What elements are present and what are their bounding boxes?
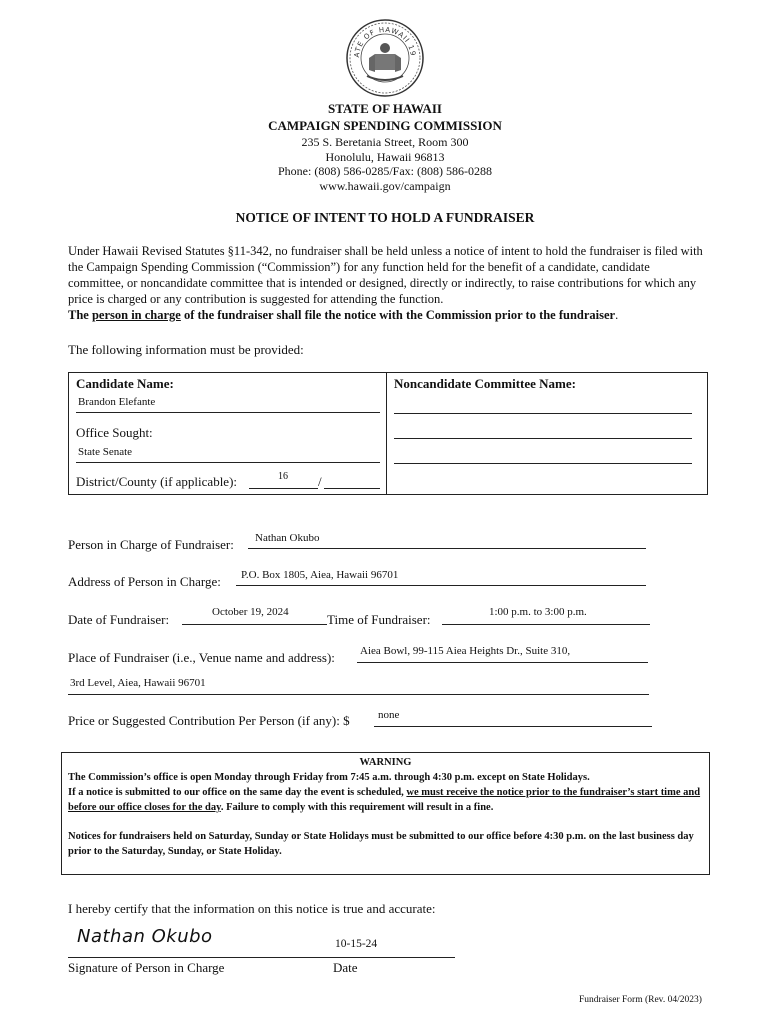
svg-text:STATE OF HAWAII 1959	[345, 18, 417, 58]
time-label: Time of Fundraiser:	[327, 612, 431, 627]
place-line-2	[68, 694, 649, 695]
candidate-name-field[interactable]: Brandon Elefante	[78, 396, 156, 408]
intro-text: Under Hawaii Revised Statutes §11-342, no fundraiser shall be held unless a notice of intent to hold the fundraiser is filed with the Campaign Spending Commission (“Commission”) for any function held for the benefit of a candidate, candidate committee, or noncandidate committee that is intended or designed, directly or indirectly, to raise contributions for which any price is charged or any contribution is suggested for attending the function.	[68, 244, 703, 306]
district-label: District/County (if applicable):	[76, 474, 238, 489]
date-label: Date of Fundraiser:	[68, 612, 170, 627]
seal-lettering: ATE OF HAWAII 19	[352, 25, 418, 58]
place-line-1	[357, 662, 648, 663]
place-field-line2[interactable]: 3rd Level, Aiea, Hawaii 96701	[70, 677, 206, 689]
person-in-charge-emphasis: person in charge	[91, 308, 181, 322]
address-line	[236, 585, 646, 586]
state-of-hawaii-seal-icon	[345, 18, 425, 98]
candidate-name-label: Candidate Name:	[76, 376, 174, 391]
person-in-charge-label: Person in Charge of Fundraiser:	[68, 537, 234, 552]
price-field[interactable]: none	[378, 709, 400, 721]
warning-title: WARNING	[359, 757, 412, 768]
sign-date-label: Date	[333, 960, 358, 975]
time-line	[442, 624, 650, 625]
office-sought-label: Office Sought:	[76, 425, 153, 440]
warning-deadline-emphasis: we must receive the notice prior to the fundraiser’s start time and before our office closes for the day	[68, 787, 701, 813]
person-in-charge-line	[248, 548, 646, 549]
district-field[interactable]: 16	[278, 471, 288, 482]
form-title: NOTICE OF INTENT TO HOLD A FUNDRAISER	[235, 210, 535, 225]
place-field-line1[interactable]: Aiea Bowl, 99-115 Aiea Heights Dr., Suite 310,	[360, 645, 571, 657]
warning-office-hours: The Commission’s office is open Monday through Friday from 7:45 a.m. through 4:30 p.m. except on State Holidays.	[68, 772, 590, 783]
address-field[interactable]: P.O. Box 1805, Aiea, Hawaii 96701	[241, 569, 399, 581]
agency-phone: Phone: (808) 586-0285/Fax: (808) 586-0288	[278, 164, 492, 178]
intro-bold-statement: The person in charge of the fundraiser shall file the notice with the Commission prior to the fundraiser	[68, 308, 616, 322]
warning-weekend: Notices for fundraisers held on Saturday, Sunday or State Holidays must be submitted to our office before 4:30 p.m. on the last business day prior to the Saturday, Sunday, or State Holiday.	[68, 831, 694, 857]
office-sought-line	[76, 462, 380, 463]
district-separator: /	[318, 474, 322, 489]
place-label: Place of Fundraiser (i.e., Venue name and address):	[68, 650, 335, 665]
intro-paragraph: Under Hawaii Revised Statutes §11-342, no fundraiser shall be held unless a notice of intent to hold the fundraiser is filed with the Campaign Spending Commission (“Commission”) for any function held for the benefit of a candidate, candidate committee, or noncandidate committee that is intended or designed, directly or indirectly, to raise contributions for which any price is charged or any contribution is suggested for attending the function. The person in charge of the fundraiser shall file the notice with the Commission prior to the fundraiser.	[68, 244, 703, 322]
warning-box	[61, 752, 710, 875]
state-seal	[345, 18, 425, 98]
agency-website: www.hawaii.gov/campaign	[319, 179, 451, 193]
warning-same-day: If a notice is submitted to our office on the same day the event is scheduled, we must receive the notice prior to the fundraiser’s start time and before our office closes for the day. Failure to comply with this requirement will result in a fine.	[68, 787, 701, 813]
date-line	[182, 624, 327, 625]
time-field[interactable]: 1:00 p.m. to 3:00 p.m.	[489, 606, 587, 618]
price-line	[374, 726, 652, 727]
sign-date-field[interactable]: 10-15-24	[335, 938, 378, 950]
agency-name: CAMPAIGN SPENDING COMMISSION	[268, 118, 502, 133]
county-line[interactable]	[324, 488, 380, 489]
candidate-name-line	[76, 412, 380, 413]
person-in-charge-field[interactable]: Nathan Okubo	[255, 532, 320, 544]
agency-address-1: 235 S. Beretania Street, Room 300	[301, 135, 469, 149]
certify-statement: I hereby certify that the information on this notice is true and accurate:	[68, 901, 436, 916]
noncandidate-line-3[interactable]	[394, 463, 692, 464]
signature-label: Signature of Person in Charge	[68, 960, 225, 975]
signature-field[interactable]: Nathan Okubo	[77, 926, 213, 947]
district-line	[249, 488, 318, 489]
noncandidate-line-2[interactable]	[394, 438, 692, 439]
address-label: Address of Person in Charge:	[68, 574, 221, 589]
date-field[interactable]: October 19, 2024	[212, 606, 289, 618]
price-label: Price or Suggested Contribution Per Person (if any): $	[68, 713, 350, 728]
noncandidate-committee-label: Noncandidate Committee Name:	[394, 376, 576, 391]
signature-line	[68, 957, 455, 958]
info-prompt: The following information must be provided:	[68, 342, 304, 357]
office-sought-field[interactable]: State Senate	[78, 446, 133, 458]
form-revision-footer: Fundraiser Form (Rev. 04/2023)	[579, 995, 702, 1005]
noncandidate-line-1[interactable]	[394, 413, 692, 414]
agency-address-2: Honolulu, Hawaii 96813	[325, 150, 445, 164]
state-name: STATE OF HAWAII	[328, 101, 442, 116]
